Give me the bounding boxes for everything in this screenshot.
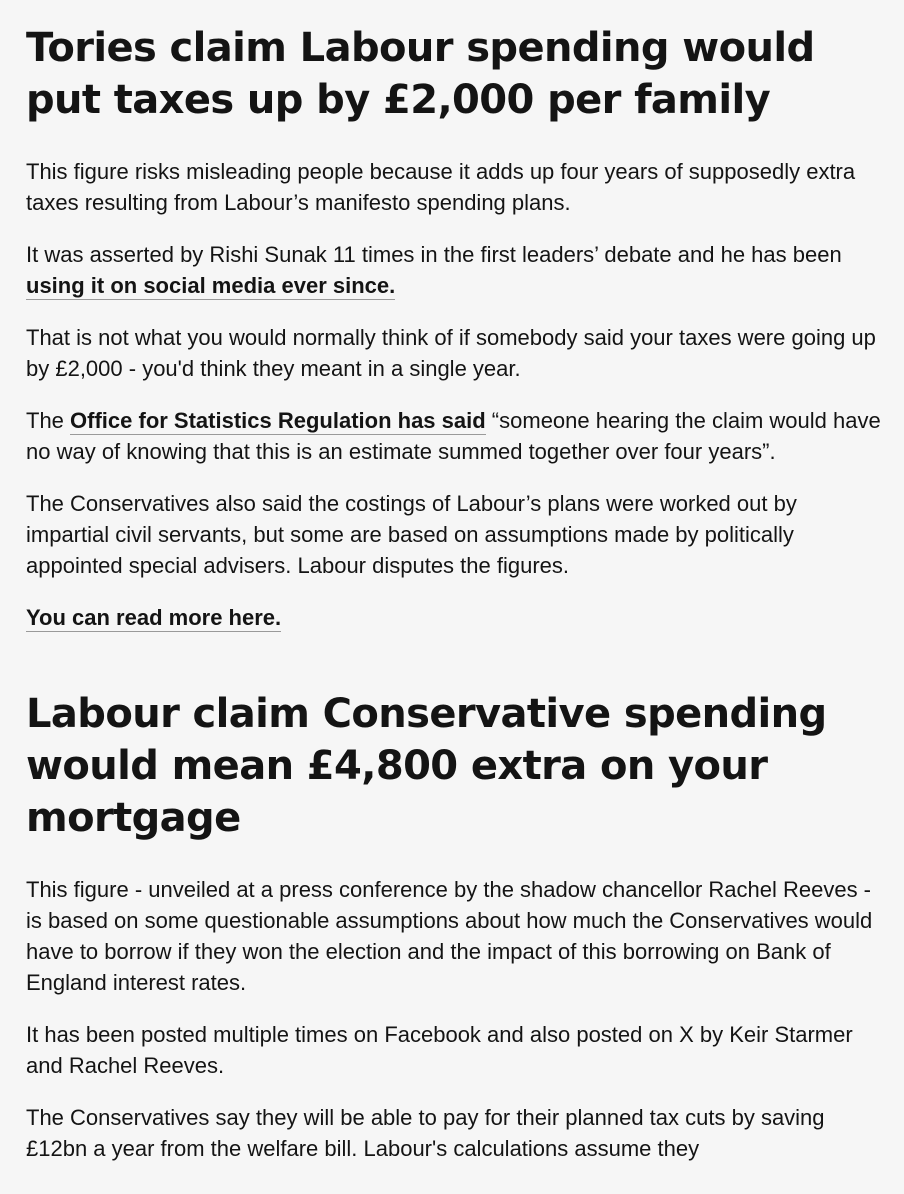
- section-heading: Labour claim Conservative spending would mean £4,800 extra on your mortgage: [26, 691, 827, 841]
- osr-statement-link[interactable]: Office for Statistics Regulation has said: [70, 408, 486, 433]
- paragraph: It has been posted multiple times on Facebook and also posted on X by Keir Starmer and Rachel Reeves.: [26, 1022, 853, 1078]
- fact-check-section-mortgage-claim: [26, 688, 886, 1164]
- fact-check-section-tax-claim: [26, 22, 886, 633]
- paragraph: [26, 239, 886, 301]
- paragraph: [26, 405, 886, 467]
- paragraph: [26, 602, 886, 633]
- article-body: [26, 22, 886, 1164]
- paragraph: The Conservatives also said the costings of Labour’s plans were worked out by impartial civil servants, but some are based on assumptions made by politically appointed special advisers. Labour disputes the figures.: [26, 491, 797, 578]
- paragraph: The Conservatives say they will be able to pay for their planned tax cuts by saving £12bn a year from the welfare bill. Labour's calculations assume they: [26, 1105, 825, 1161]
- section-heading: Tories claim Labour spending would put taxes up by £2,000 per family: [26, 25, 815, 123]
- paragraph: This figure - unveiled at a press conference by the shadow chancellor Rachel Reeves - is based on some questionable assumptions about how much the Conservatives would have to borrow if they won the election and the impact of this borrowing on Bank of England interest rates.: [26, 877, 873, 995]
- read-more-link[interactable]: You can read more here.: [26, 605, 282, 630]
- paragraph-text: The: [26, 408, 71, 433]
- social-media-link[interactable]: using it on social media ever since.: [26, 273, 396, 298]
- paragraph-text: It was asserted by Rishi Sunak 11 times in the first leaders’ debate and he has been: [26, 242, 842, 267]
- paragraph-text: “someone hearing the claim would have no way of knowing that this is an estimate summed together over four years”.: [26, 408, 881, 464]
- paragraph: That is not what you would normally think of if somebody said your taxes were going up by £2,000 - you'd think they meant in a single year.: [26, 325, 876, 381]
- paragraph: This figure risks misleading people because it adds up four years of supposedly extra taxes resulting from Labour’s manifesto spending plans.: [26, 159, 856, 215]
